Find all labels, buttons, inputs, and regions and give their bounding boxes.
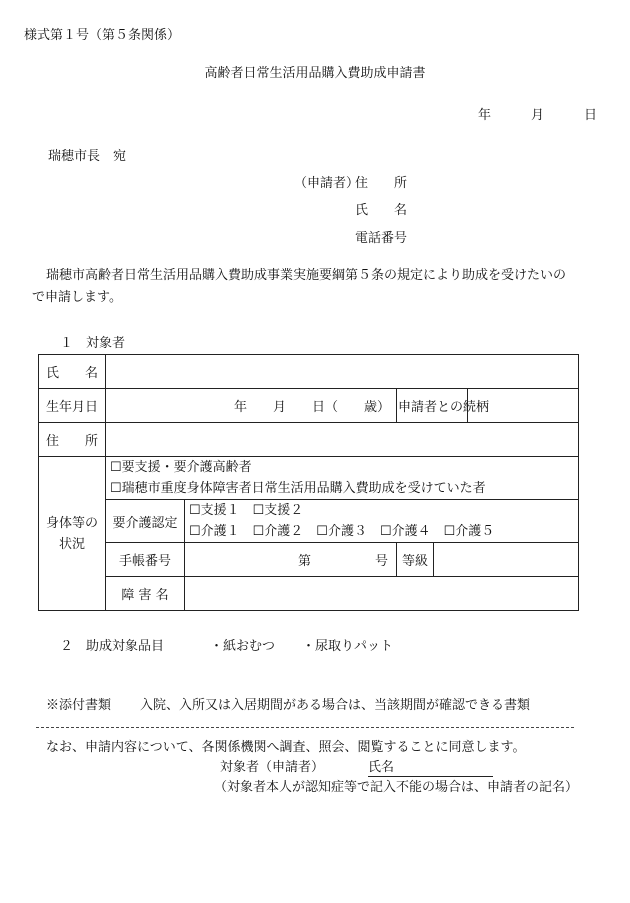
signer-label: 対象者（申請者） xyxy=(220,760,325,775)
checkbox-disabled-subsidy[interactable]: ☐瑞穂市重度身体障害者日常生活用品購入費助成を受けていた者 xyxy=(110,481,486,496)
date-month: 月 xyxy=(531,108,545,123)
handbook-dai: 第 xyxy=(298,554,312,569)
row-address xyxy=(39,423,579,457)
date-year: 年 xyxy=(478,108,492,123)
address-label: 住 所 xyxy=(39,423,106,457)
dashed-divider xyxy=(36,727,574,728)
section-2-heading: ２ 助成対象品目 xyxy=(60,639,165,654)
birth-value: 年 月 日（ 歳） xyxy=(233,400,390,415)
body-text-line-1: 瑞穂市高齢者日常生活用品購入費助成事業実施要綱第５条の規定により助成を受けたいの xyxy=(46,268,567,283)
relation-label: 申請者との続柄 xyxy=(397,389,468,423)
row-birth xyxy=(39,389,579,423)
form-number: 様式第１号（第５条関係） xyxy=(24,28,181,43)
row-name xyxy=(39,355,579,389)
applicant-phone-label: 電話番号 xyxy=(355,231,408,246)
care-label: 要介護認定 xyxy=(106,500,185,543)
care-support-options[interactable]: ☐支援１ ☐支援２ xyxy=(189,503,304,518)
signature-area[interactable] xyxy=(368,760,493,777)
item-urine-pads: ・尿取りパット xyxy=(302,639,394,654)
condition-label-2: 状況 xyxy=(58,536,85,552)
disability-field[interactable] xyxy=(185,577,579,611)
row-condition-checks xyxy=(39,457,579,500)
row-handbook xyxy=(39,543,579,577)
handbook-label: 手帳番号 xyxy=(106,543,185,577)
signature-line[interactable] xyxy=(368,760,493,777)
name-label: 氏 名 xyxy=(39,355,106,389)
disability-label: 障 害 名 xyxy=(106,577,185,611)
address-field[interactable] xyxy=(106,423,579,457)
condition-label-1: 身体等の xyxy=(45,515,98,531)
grade-label: 等級 xyxy=(397,543,434,577)
attachment-label: ※添付書類 xyxy=(46,698,112,713)
addressee: 瑞穂市長 宛 xyxy=(48,149,127,164)
grade-field[interactable] xyxy=(434,543,579,577)
body-text-line-2: で申請します。 xyxy=(32,290,122,305)
document-title: 高齢者日常生活用品購入費助成申請書 xyxy=(204,66,426,81)
condition-label xyxy=(39,457,106,611)
section-1-heading: １ 対象者 xyxy=(60,336,126,351)
checkbox-elderly[interactable]: ☐要支援・要介護高齢者 xyxy=(110,460,252,475)
handbook-number-field[interactable] xyxy=(185,543,397,577)
applicant-name-label: 氏 名 xyxy=(355,203,408,218)
consent-note: （対象者本人が認知症等で記入不能の場合は、申請者の記名） xyxy=(214,780,579,795)
subject-table xyxy=(38,354,579,611)
care-level-options[interactable]: ☐介護１ ☐介護２ ☐介護３ ☐介護４ ☐介護５ xyxy=(189,524,495,539)
applicant-address-label: 住 所 xyxy=(355,176,408,191)
applicant-label: （申請者） xyxy=(294,176,360,191)
care-options xyxy=(185,500,579,543)
condition-checkboxes xyxy=(106,457,579,500)
item-diapers: ・紙おむつ xyxy=(210,639,276,654)
row-disability xyxy=(39,577,579,611)
row-care xyxy=(39,500,579,543)
attachment-text: 入院、入所又は入居期間がある場合は、当該期間が確認できる書類 xyxy=(140,698,531,713)
name-field[interactable] xyxy=(106,355,579,389)
birth-field[interactable] xyxy=(106,389,397,423)
consent-text: なお、申請内容について、各関係機関へ調査、照会、閲覧することに同意します。 xyxy=(46,740,526,755)
date-day: 日 xyxy=(584,108,598,123)
birth-label: 生年月日 xyxy=(39,389,106,423)
signature-name-label: 氏名 xyxy=(368,760,395,775)
handbook-go: 号 xyxy=(374,554,388,569)
